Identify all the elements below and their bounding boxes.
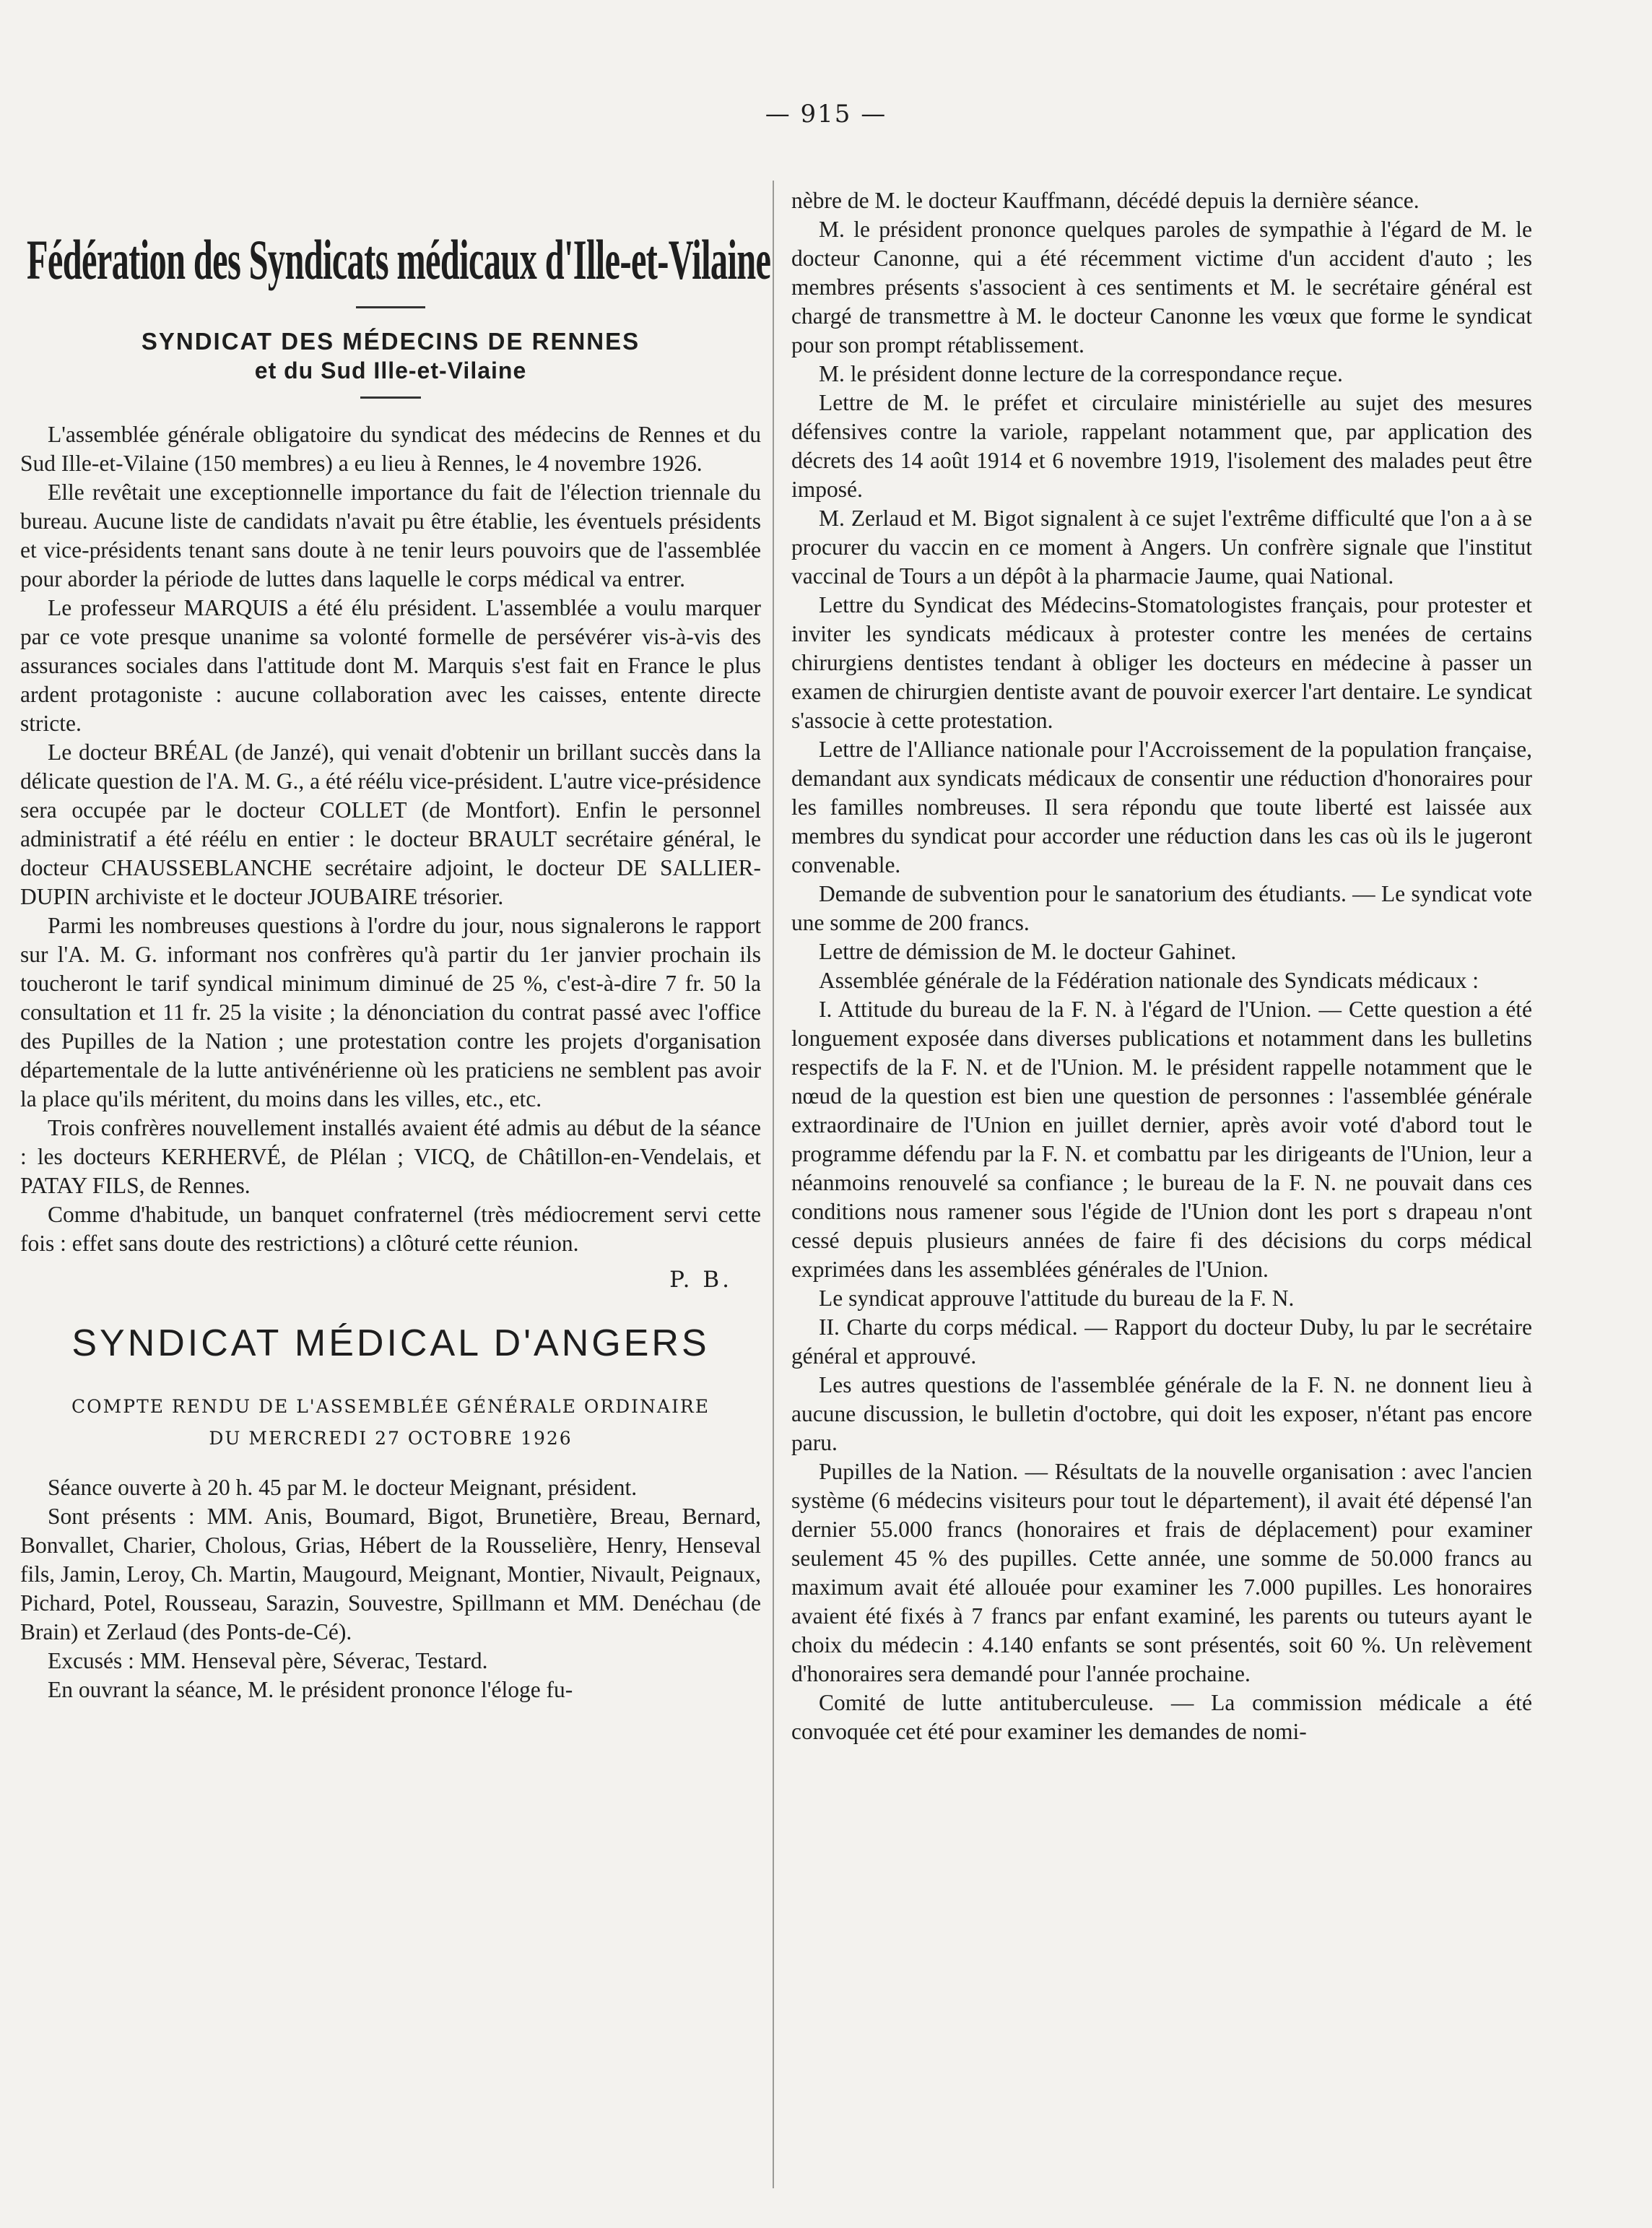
angers-subtitle-line: COMPTE RENDU DE L'ASSEMBLÉE GÉNÉRALE ORDINAIRE (71, 1396, 710, 1417)
right-column (791, 186, 1532, 1746)
rennes-paragraph: Le professeur MARQUIS a été élu président. L'assemblée a voulu marquer par ce vote presque unanime sa volonté formelle de persévérer vis-à-vis des assurances sociales dans l'attitude dont M. Marquis s'est fait en France le plus ardent protagoniste : aucune collaboration avec les caisses, entente directe stricte. (20, 595, 761, 736)
rennes-paragraph: Parmi les nombreuses questions à l'ordre du jour, nous signalerons le rapport sur l'A. M. G. informant nos confrères qu'à partir du 1er janvier prochain ils toucheront le tarif syndical minimum diminué de 25 %, c'est-à-dire 7 fr. 50 la consultation et 11 fr. 25 la visite ; la dénonciation du contrat passé avec l'office des Pupilles de la Nation ; une protestation contre les projets d'organisation départementale de la lutte antivénérienne où les praticiens ne semblent pas avoir la place qu'ils méritent, du moins dans les villes, etc., etc. (20, 913, 761, 1111)
right-paragraph: Lettre du Syndicat des Médecins-Stomatologistes français, pour protester et inviter les syndicats médicaux à protester contre les menées de certains chirurgiens dentistes tendant à obliger les docteurs en médecine à passer un examen de chirurgien dentiste avant de pouvoir exercer l'art dentaire. Le syndicat s'associe à cette protestation. (791, 592, 1532, 733)
rennes-paragraph: Trois confrères nouvellement installés avaient été admis au début de la séance : les docteurs KERHERVÉ, de Plélan ; VICQ, de Châtillon-en-Vendelais, et PATAY FILS, de Rennes. (20, 1115, 761, 1198)
right-paragraph: Lettre de démission de M. le docteur Gahinet. (819, 939, 1237, 964)
right-paragraph: Le syndicat approuve l'attitude du bureau de la F. N. (819, 1286, 1295, 1311)
angers-subtitle (20, 1391, 761, 1455)
rennes-paragraph: Le docteur BRÉAL (de Janzé), qui venait d'obtenir un brillant succès dans la délicate question de l'A. M. G., a été réélu vice-président. L'autre vice-présidence sera occupée par le docteur COLLET (de Montfort). Enfin le personnel administratif a été réélu en entier : le docteur BRAULT secrétaire général, le docteur CHAUSSEBLANCHE secrétaire adjoint, le docteur DE SALLIER-DUPIN archiviste et le docteur JOUBAIRE trésorier. (20, 740, 761, 909)
rennes-paragraph: Elle revêtait une exceptionnelle importance du fait de l'élection triennale du bureau. Aucune liste de candidats n'avait pu être établie, les éventuels présidents et vice-présidents tenant sans doute à ne tenir leurs pouvoirs que de l'assemblée pour aborder la période de luttes dans laquelle le corps médical va entrer. (20, 480, 761, 591)
rennes-section-subtitle: et du Sud Ille-et-Vilaine (254, 357, 527, 383)
right-paragraph: M. le président prononce quelques paroles de sympathie à l'égard de M. le docteur Canonne, qui a été récemment victime d'un accident d'auto ; les membres présents s'associent à ces sentiments et M. le secrétaire général est chargé de transmettre à M. le docteur Canonne les vœux que forme le syndicat pour son prompt rétablissement. (791, 217, 1532, 357)
right-paragraph: M. le président donne lecture de la correspondance reçue. (819, 361, 1343, 386)
angers-paragraph: En ouvrant la séance, M. le président prononce l'éloge fu- (48, 1677, 573, 1702)
rennes-paragraph: Comme d'habitude, un banquet confraternel (très médiocrement servi cette fois : effet sans doute des restrictions) a clôturé cette réunion. (20, 1202, 761, 1256)
right-paragraph: II. Charte du corps médical. — Rapport du docteur Duby, lu par le secrétaire général et approuvé. (791, 1314, 1532, 1369)
right-paragraph: Comité de lutte antituberculeuse. — La commission médicale a été convoquée cet été pour examiner les demandes de nomi- (791, 1690, 1532, 1744)
right-paragraph: Lettre de l'Alliance nationale pour l'Accroissement de la population française, demandant aux syndicats médicaux de consentir une réduction d'honoraires pour les familles nombreuses. Il sera répondu que toute liberté est laissée aux membres du syndicat pour accorder une réduction dans les cas où ils le jugeront convenable. (791, 737, 1532, 877)
column-divider (773, 181, 774, 2188)
left-column (20, 189, 771, 1704)
right-paragraph: Lettre de M. le préfet et circulaire ministérielle au sujet des mesures défensives contre la variole, rappelant notamment que, par application des décrets des 14 août 1914 et 6 novembre 1919, l'isolement des malades peut être imposé. (791, 390, 1532, 502)
rennes-paragraph: L'assemblée générale obligatoire du syndicat des médecins de Rennes et du Sud Ille-et-Vilaine (150 membres) a eu lieu à Rennes, le 4 novembre 1926. (20, 422, 761, 476)
right-paragraph: Les autres questions de l'assemblée générale de la F. N. ne donnent lieu à aucune discussion, le bulletin d'octobre, qui doit les exposer, n'étant pas encore paru. (791, 1372, 1532, 1455)
angers-paragraph: Sont présents : MM. Anis, Boumard, Bigot, Brunetière, Breau, Bernard, Bonvallet, Charier, Cholous, Grias, Hébert de la Rousselière, Henry, Henseval fils, Jamin, Leroy, Ch. Martin, Maugourd, Meignant, Montier, Nivault, Peignaux, Pichard, Potel, Rousseau, Sarazin, Souvestre, Spillmann et MM. Denéchau (de Brain) et Zerlaud (des Ponts-de-Cé). (20, 1504, 761, 1644)
right-paragraph: Assemblée générale de la Fédération nationale des Syndicats médicaux : (819, 968, 1479, 993)
angers-subtitle-line: DU MERCREDI 27 OCTOBRE 1926 (209, 1428, 573, 1449)
signature: P. B. (669, 1267, 732, 1293)
rennes-section-title: SYNDICAT DES MÉDECINS DE RENNES (141, 328, 640, 355)
right-paragraph: nèbre de M. le docteur Kauffmann, décédé depuis la dernière séance. (791, 188, 1420, 213)
angers-paragraph: Séance ouverte à 20 h. 45 par M. le docteur Meignant, président. (48, 1475, 638, 1500)
right-paragraph: Demande de subvention pour le sanatorium des étudiants. — Le syndicat vote une somme de 200 francs. (791, 881, 1532, 935)
angers-paragraph: Excusés : MM. Henseval père, Séverac, Testard. (48, 1648, 488, 1673)
page-number: — 915 — (765, 100, 887, 129)
right-paragraph: M. Zerlaud et M. Bigot signalent à ce sujet l'extrême difficulté que l'on a à se procurer du vaccin en ce moment à Angers. Un confrère signale que l'institut vaccinal de Tours a un dépôt à la pharmacie Jaume, quai National. (791, 506, 1532, 589)
federation-title: Fédération des Syndicats médicaux d'Ille-et-Vilaine (26, 228, 771, 291)
right-paragraph: Pupilles de la Nation. — Résultats de la nouvelle organisation : avec l'ancien système (6 médecins visiteurs pour tout le département), il avait été dépensé l'an dernier 55.000 francs (honoraires et frais de déplacement) pour examiner seulement 45 % des pupilles. Cette année, une somme de 50.000 francs au maximum avait été allouée pour examiner les 7.000 pupilles. Les honoraires avaient été fixés à 7 francs par enfant examiné, les parents ou tuteurs ayant le choix du médecin : 4.140 enfants se sont présentés, soit 60 %. Un relèvement d'honoraires sera demandé pour l'année prochaine. (791, 1459, 1532, 1686)
title-rule (356, 306, 425, 308)
section-rule (360, 396, 421, 399)
right-paragraph: I. Attitude du bureau de la F. N. à l'égard de l'Union. — Cette question a été longuement exposée dans diverses publications et notamment dans les bulletins respectifs de la F. N. et de l'Union. M. le président rappelle notamment que le nœud de la question est bien une question de personnes : l'assemblée générale extraordinaire de l'Union en juillet dernier, après avoir voté d'abord tout le programme défendu par la F. N. et combattu par les dirigeants de l'Union, leur a néanmoins renouvelé sa confiance ; le bureau de la F. N. ne pouvait dans ces conditions nous ramener sous l'égide de l'Union dont les port s drapeau n'ont cessé depuis plusieurs années de faire fi des décisions du corps médical exprimées dans les assemblées générales de l'Union. (791, 997, 1532, 1282)
angers-section-title: SYNDICAT MÉDICAL D'ANGERS (71, 1322, 710, 1364)
